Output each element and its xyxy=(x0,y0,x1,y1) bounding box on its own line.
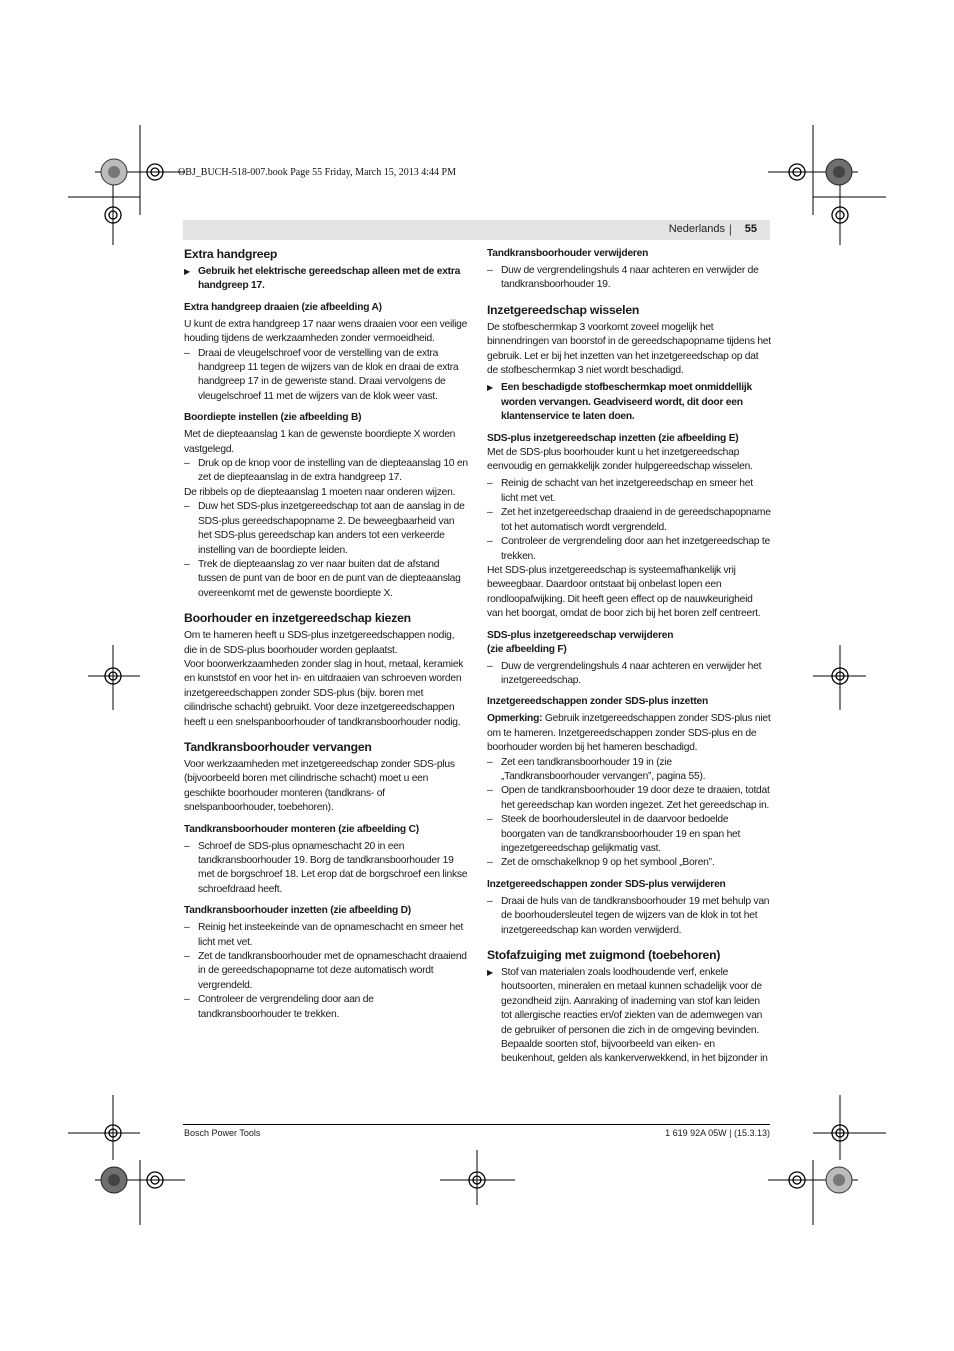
warning-triangle-icon: ▶ xyxy=(487,968,494,978)
heading-wisselen: Inzetgereedschap wisselen xyxy=(487,302,640,317)
subheading-boordiepte: Boordiepte instellen (zie afbeelding B) xyxy=(184,412,362,424)
paragraph: Met de diepteaanslag 1 kan de gewenste boordiepte X worden vastgelegd. xyxy=(184,429,456,455)
subheading-verwijderen: Tandkransboorhouder verwijderen xyxy=(487,248,649,259)
footer-doc-number: 1 619 92A 05W | (15.3.13) xyxy=(665,1128,770,1138)
dash-item: – Open de tandkransboorhouder 19 door deze te draaien, totdat het gereedschap kan worden ingezet. Zet het gereedschap in. xyxy=(487,785,770,811)
page-header xyxy=(183,220,770,240)
dash-item: – Duw de vergrendelingshuls 4 naar achteren en verwijder de tandkransboorhouder 19. xyxy=(487,265,759,291)
dash-item: – Draai de huls van de tandkransboorhouder 19 met behulp van de boorhoudersleutel tegen de wijzers van de klok in tot het inzetgereedschap kan worden verwijderd. xyxy=(487,895,770,936)
dash-item: – Steek de boorhoudersleutel in de daarvoor bedoelde boorgaten van de tandkransboorhouder 19 en span het ingezetgereedschap gelijkmatig vast. xyxy=(487,814,741,854)
paragraph: Opmerking: Gebruik inzetgereedschappen zonder SDS-plus niet om te hameren. Inzetgereedschappen zonder SDS-plus en de boorhouder worden bij het hameren beschadigd. xyxy=(487,713,771,754)
dash-item: – Controleer de vergrendeling door aan het inzetgereedschap te trekken. xyxy=(487,536,770,562)
paragraph: Het SDS-plus inzetgereedschap is systeemafhankelijk vrij beweegbaar. Daardoor ontstaat bij onbelast lopen een rondloopafwijking. Dit heeft geen effect op de nauwkeurigheid van het boorgat, omdat de boor zich bij het boren zelf centreert. xyxy=(487,564,761,620)
paragraph: De ribbels op de diepteaanslag 1 moeten naar onderen wijzen. xyxy=(184,486,456,498)
page-footer xyxy=(183,1124,770,1138)
dash-item: – Zet de omschakelknop 9 op het symbool „Boren”. xyxy=(487,857,715,869)
dash-item: – Reinig het insteekeinde van de opnameschacht en smeer het licht met vet. xyxy=(184,922,464,948)
warning-item: ▶ Stof van materialen zoals loodhoudende verf, enkele houtsoorten, mineralen en metaal kunnen schadelijk voor de gezondheid zijn. Aanraking of inademing van stof kan leiden tot allergische reacties en/of ziekten van de ademwegen van de gebruiker of personen die zich in de omgeving bevinden. Bepaalde soorten stof, bijvoorbeeld van eiken- en beukenhout, gelden als kankerverwekkend, in het bijzonder in xyxy=(487,966,771,1067)
subheading-sds-inzetten: SDS-plus inzetgereedschap inzetten (zie afbeelding E) xyxy=(487,432,739,444)
header-language: Nederlands xyxy=(668,223,725,235)
warning-triangle-icon: ▶ xyxy=(184,267,191,276)
subheading-zonder-sds-verwijderen: Inzetgereedschappen zonder SDS-plus verwijderen xyxy=(487,878,726,890)
footer-brand: Bosch Power Tools xyxy=(184,1128,261,1138)
paragraph: Voor werkzaamheden met inzetgereedschap zonder SDS-plus (bijvoorbeeld boren met cilindrische schacht) moet u een geschikte boorhouder monteren (tandkrans- of snelspanboorhouder, toebehoren). xyxy=(184,758,455,814)
dash-item: – Trek de diepteaanslag zo ver naar buiten dat de afstand tussen de punt van de boor en de punt van de diepteaanslag overeenkomt met de gewenste boordiepte X. xyxy=(184,558,461,599)
warning-item: ▶ Een beschadigde stofbeschermkap moet onmiddellijk worden vervangen. Geadviseerd wordt, dit door een klantenservice te laten doen. xyxy=(487,381,771,424)
left-column xyxy=(184,247,468,1022)
subheading-monteren: Tandkransboorhouder monteren (zie afbeelding C) xyxy=(184,823,419,835)
warning-triangle-icon: ▶ xyxy=(487,383,494,393)
heading-kiezen: Boorhouder en inzetgereedschap kiezen xyxy=(184,611,411,626)
dash-item: – Schroef de SDS-plus opnameschacht 20 in een tandkransboorhouder 19. Borg de tandkransboorhouder 19 met de borgschroef 18. Let erop dat de borgschroef een linkse schroefdraad heeft. xyxy=(184,840,468,895)
subheading-zonder-sds: Inzetgereedschappen zonder SDS-plus inzetten xyxy=(487,696,709,708)
subheading-sds-verwijderen: SDS-plus inzetgereedschap verwijderen (zie afbeelding F) xyxy=(487,629,674,655)
paragraph: Om te hameren heeft u SDS-plus inzetgereedschappen nodig, die in de SDS-plus boorhouder worden geplaatst. xyxy=(184,630,455,656)
dash-item: – Zet het inzetgereedschap draaiend in de gereedschapopname tot het automatisch wordt vergrendeld. xyxy=(487,507,771,533)
heading-extra-handgreep: Extra handgreep xyxy=(184,247,278,261)
paragraph: U kunt de extra handgreep 17 naar wens draaien voor een veilige houding tijdens de werkzaamheden zonder vermoeidheid. xyxy=(184,318,468,345)
print-slug: OBJ_BUCH-518-007.book Page 55 Friday, March 15, 2013 4:44 PM xyxy=(178,167,456,178)
dash-item: – Controleer de vergrendeling door aan de tandkransboorhouder te trekken. xyxy=(184,994,374,1020)
heading-vervangen: Tandkransboorhouder vervangen xyxy=(184,739,372,754)
subheading-inzetten: Tandkransboorhouder inzetten (zie afbeelding D) xyxy=(184,905,412,917)
dash-item: – Reinig de schacht van het inzetgereedschap en smeer het licht met vet. xyxy=(487,478,753,504)
dash-item: – Duw de vergrendelingshuls 4 naar achteren en verwijder het inzetgereedschap. xyxy=(487,660,762,686)
dash-item: – Draai de vleugelschroef voor de verstelling van de extra handgreep 11 tegen de wijzers van de klok en draai de extra handgreep 17 in de gewenste stand. Draai vervolgens de vleugelschroef 11 met de wijzers van de klok weer vast. xyxy=(184,347,459,402)
page-number: 55 xyxy=(744,223,757,235)
paragraph: De stofbeschermkap 3 voorkomt zoveel mogelijk het binnendringen van boorstof in de gereedschapopname tijdens het gebruik. Let er bij het inzetten van het inzetgereedschap op dat de stofbeschermkap 3 niet wordt beschadigd. xyxy=(487,321,771,377)
dash-item: – Druk op de knop voor de instelling van de diepteaanslag 10 en zet de diepteaanslag in de extra handgreep 17. xyxy=(184,458,468,484)
dash-item: – Duw het SDS-plus inzetgereedschap tot aan de aanslag in de SDS-plus gereedschapopname 2. De beweegbaarheid van het SDS-plus gereedschap kan anders tot een verkeerde instelling van de boordiepte leiden. xyxy=(184,501,465,556)
dash-item: – Zet een tandkransboorhouder 19 in (zie „Tandkransboorhouder vervangen”, pagina 55). xyxy=(487,756,706,782)
heading-stofafzuiging: Stofafzuiging met zuigmond (toebehoren) xyxy=(487,948,721,963)
paragraph: Voor boorwerkzaamheden zonder slag in hout, metaal, keramiek en kunststof en voor het in- en uitdraaien van schroeven worden inzetgereedschappen zonder SDS-plus (bijv. boren met cilindrische schacht) gebruikt. Voor deze inzetgereedschappen heeft u een snelspanboorhouder of tandkransboorhouder nodig. xyxy=(184,658,464,728)
header-separator: | xyxy=(728,222,732,236)
paragraph: Met de SDS-plus boorhouder kunt u het inzetgereedschap eenvoudig en gemakkelijk zonder hulpgereedschap wisselen. xyxy=(487,446,753,473)
right-column xyxy=(487,247,771,1067)
subheading-draaien: Extra handgreep draaien (zie afbeelding A) xyxy=(184,301,382,313)
warning-item: ▶ Gebruik het elektrische gereedschap alleen met de extra handgreep 17. xyxy=(184,265,468,294)
dash-item: – Zet de tandkransboorhouder met de opnameschacht draaiend in de gereedschapopname tot deze automatisch wordt vergrendeld. xyxy=(184,951,467,991)
